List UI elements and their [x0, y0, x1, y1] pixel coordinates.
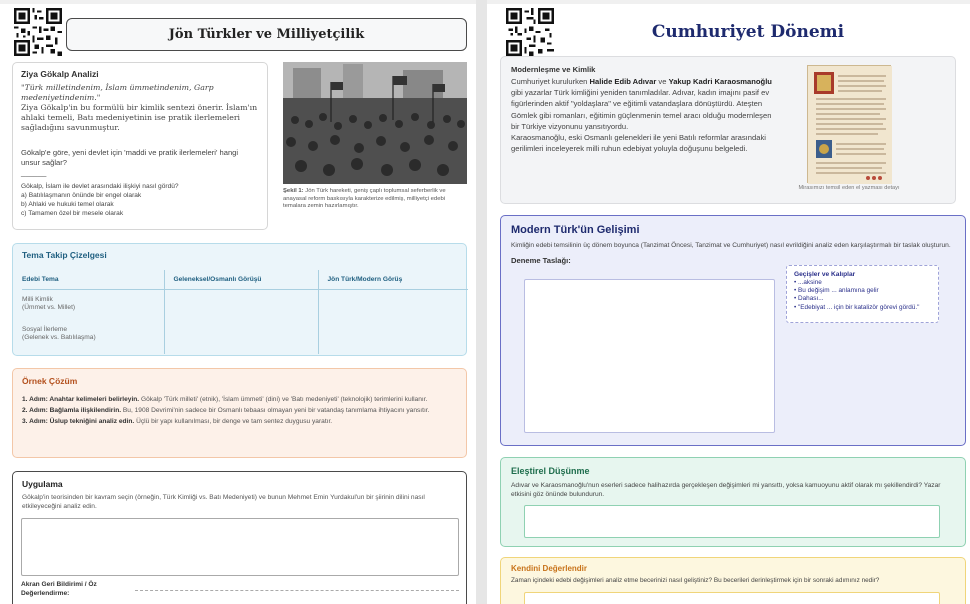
- tema-col-jonturk: Jön Türk/Modern Görüş: [318, 270, 468, 289]
- tema-row-label: [22, 289, 164, 320]
- ziya-answer-blank[interactable]: ______: [21, 168, 47, 177]
- ziya-body: Ziya Gökalp'in bu formülü bir kimlik sentezi önerir. İslam'ın ahlaki temeli, Batı medeniyetinin ise pratik ilerlemeleri sağladığını savunmuştur.: [21, 103, 258, 132]
- tema-takip-card: [12, 243, 467, 356]
- ziya-option-a[interactable]: a) Batılılaşmanın önünde bir engel olarak: [21, 192, 142, 199]
- tema-row-2-line1: Sosyal İlerleme: [22, 326, 68, 333]
- gecis-item-3: • Dahası...: [794, 295, 824, 303]
- tema-row-2-line2: (Gelenek vs. Batılılaşma): [22, 334, 96, 341]
- tema-row-1-line1: Milli Kimlik: [22, 295, 53, 303]
- modern-p1-halide: Halide Edib Adıvar: [589, 77, 657, 86]
- ziya-heading: Ziya Gökalp Analizi: [21, 69, 99, 79]
- modern-p1-c: ve: [656, 77, 669, 86]
- gecisler-box: [786, 265, 939, 323]
- page-title: Cumhuriyet Dönemi: [651, 22, 845, 42]
- right-page: [487, 0, 970, 604]
- tema-cell-jonturk-1[interactable]: [318, 289, 468, 320]
- manuscript-caption: Mirasımızı temsil eden el yazması detayı: [798, 185, 900, 191]
- tema-heading: Tema Takip Çizelgesi: [22, 250, 107, 260]
- ornek-step-2-text: Bu, 1908 Devrimi'nin sadece bir Osmanlı tebaası olmayan yeni bir vatandaş tanımlama ihtiyacını yansıtır.: [121, 407, 430, 414]
- gecis-item-2: • Bu değişim ... anlamına gelir: [794, 287, 879, 295]
- tema-cell-geleneksel-1[interactable]: [164, 289, 318, 320]
- gelisim-heading: Modern Türk'ün Gelişimi: [511, 224, 640, 236]
- kendini-heading: Kendini Değerlendir: [511, 564, 588, 573]
- ornek-step-1: [22, 395, 457, 404]
- gecisler-heading: Geçişler ve Kalıplar: [794, 271, 856, 278]
- elestirel-prompt: Adıvar ve Karaosmanoğlu'nun eserleri sadece halihazırda gerçekleşen değişimleri mi yansıttı, yoksa kamuoyunu aktif olarak mı şekillendirdi? Yazar etkisini göz önünde bulundurun.: [511, 482, 941, 498]
- tema-row-1-line2: (Ümmet vs. Millet): [22, 303, 76, 311]
- photo-caption-label: Şekil 1:: [283, 188, 304, 194]
- draft-answer-box[interactable]: [524, 279, 775, 433]
- table-row: [22, 320, 468, 354]
- tema-table: [22, 270, 468, 354]
- uygulama-heading: Uygulama: [22, 479, 63, 489]
- draft-label: Deneme Taslağı:: [511, 256, 571, 265]
- photo-caption: [283, 188, 469, 211]
- ziya-option-c[interactable]: c) Tamamen özel bir mesele olarak: [21, 210, 124, 217]
- modern-paragraph-2: Karaosmanoğlu, eski Osmanlı gelenekleri ile yeni Batılı reformlar arasındaki gerilimleri inceleyerek milli ruhun edebiyat yoluyla doğuşunu belgeledi.: [511, 133, 766, 154]
- qr-code-icon: [14, 8, 62, 56]
- elestirel-heading: Eleştirel Düşünme: [511, 466, 590, 476]
- kendini-answer-box[interactable]: [524, 592, 940, 604]
- photo-caption-text: Jön Türk hareketi, geniş çaplı toplumsal seferberlik ve anayasal reform baskısıyla karakterize edilmiş, milliyetçi edebi temalara zemin hazırlamıştır.: [283, 188, 446, 209]
- tema-cell-geleneksel-2[interactable]: [164, 320, 318, 354]
- tema-header-row: [22, 270, 468, 289]
- tema-col-edebi: Edebi Tema: [22, 270, 164, 289]
- qr-code-icon: [506, 8, 554, 56]
- ornek-step-1-title: 1. Adım: Anahtar kelimeleri belirleyin.: [22, 396, 140, 403]
- modern-paragraph-1: [511, 76, 777, 132]
- manuscript-image: [807, 65, 891, 183]
- ornek-heading: Örnek Çözüm: [22, 376, 78, 386]
- ziya-option-b[interactable]: b) Ahlaki ve hukuki temel olarak: [21, 201, 114, 208]
- tema-row-label: [22, 320, 164, 354]
- gecis-item-4: • "Edebiyat ... için bir katalizör görevi gördü.": [794, 303, 920, 311]
- jon-turk-crowd-photo: [283, 62, 467, 184]
- ornek-step-2: [22, 406, 457, 415]
- kendini-prompt: Zaman içindeki edebi değişimleri analiz etme becerinizi nasıl geliştiniz? Bu becerileri derinleştirmek için bir sonraki adımınız nedir?: [511, 577, 880, 584]
- table-row: [22, 289, 468, 320]
- uygulama-answer-box[interactable]: [21, 518, 459, 576]
- page-top-bar: [487, 0, 970, 4]
- tema-col-geleneksel: Geleneksel/Osmanlı Görüşü: [164, 270, 318, 289]
- feedback-label: Akran Geri Bildirimi / Öz Değerlendirme:: [21, 581, 97, 597]
- modern-p1-d: gibi yazarlar Türk kimliğini yeniden tanımladılar. Adıvar, kadın imajını pasif ev figürlerinden aktif "yoldaşlara" ve eğitimli vatandaşlara dönüştürdü. Ateşten Gömlek gibi romanları, eğitimin güçlenmenin temel aracı olduğu modernleşen bir Türkiye vizyonunu yansıtıyordu.: [511, 88, 772, 131]
- page-title: Jön Türkler ve Milliyetçilik: [66, 18, 467, 51]
- ornek-cozum-card: [12, 368, 467, 458]
- ornek-step-1-text: Gökalp 'Türk milleti' (etnik), 'İslam ümmeti' (dini) ve 'Batı medeniyeti' (teknolojik) terimlerini kullanır.: [139, 396, 428, 403]
- modern-p1-yakup: Yakup Kadri Karaosmanoğlu: [668, 77, 772, 86]
- elestirel-answer-box[interactable]: [524, 505, 940, 538]
- tema-cell-jonturk-2[interactable]: [318, 320, 468, 354]
- ornek-step-2-title: 2. Adım: Bağlamla ilişkilendirin.: [22, 407, 122, 414]
- modern-heading: Modernleşme ve Kimlik: [511, 65, 596, 74]
- modern-p1-a: Cumhuriyet kurulurken: [511, 77, 590, 86]
- gecis-item-1: • ...aksine: [794, 279, 822, 286]
- ziya-gokalp-card: [12, 62, 268, 230]
- page-top-bar: [0, 0, 476, 4]
- ornek-step-3-title: 3. Adım: Üslup tekniğini analiz edin.: [22, 418, 135, 425]
- left-page: [0, 0, 476, 604]
- ornek-step-3: [22, 417, 457, 426]
- feedback-line[interactable]: [135, 590, 459, 591]
- ziya-quote: "Türk milletindenim, İslam ümmetindenim, Garp medeniyetindenim.": [21, 83, 214, 102]
- gelisim-intro: Kimliğin edebi temsilinin üç dönem boyunca (Tanzimat Öncesi, Tanzimat ve Cumhuriyet) nasıl evrildiğini analiz eden karşılaştırmalı bir taslak oluşturun.: [511, 242, 951, 249]
- uygulama-prompt: Gökalp'in teorisinden bir kavram seçin (örneğin, Türk Kimliği vs. Batı Medeniyeti) ve bunun Mehmet Emin Yurdakul'un bir şiirinin dilini nasıl etkileyeceğini analiz edin.: [22, 494, 425, 510]
- ornek-step-3-text: Üçlü bir yapı kullanılması, bir denge ve tam sentez duygusu yaratır.: [134, 418, 333, 425]
- ziya-question: Gökalp'e göre, yeni devlet için 'maddi ve pratik ilerlemeleri' hangi unsur sağlar?: [21, 148, 239, 167]
- ziya-mc-question: Gökalp, İslam ile devlet arasındaki ilişkiyi nasıl gördü?: [21, 183, 179, 190]
